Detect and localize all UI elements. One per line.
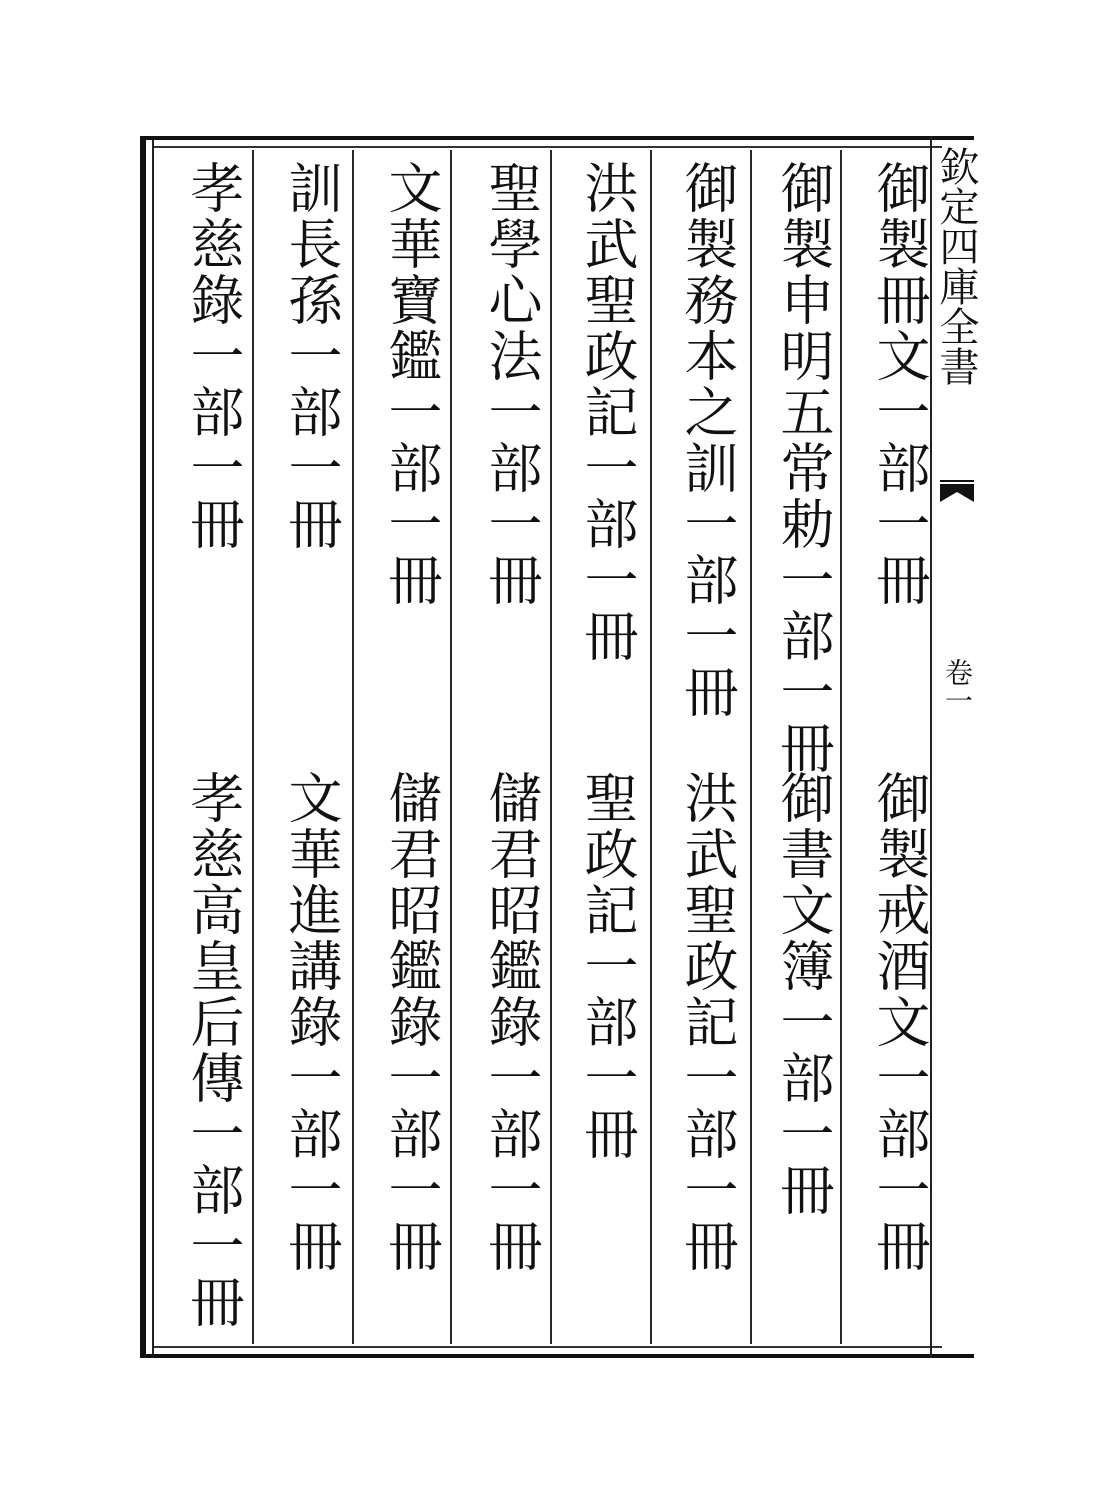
margin-volume [940, 658, 974, 714]
frame-top-inner-border [152, 146, 942, 148]
margin-book-title [933, 146, 979, 386]
entry-text: 洪武聖政記一部一冊 [676, 770, 739, 1274]
entry-text: 聖學心法一部一冊 [480, 160, 543, 608]
upper-entry [574, 160, 640, 664]
frame-left-border [140, 136, 146, 1358]
frame-top-border [140, 136, 974, 140]
entry-text: 洪武聖政記一部一冊 [576, 160, 639, 664]
lower-entry [866, 770, 932, 1274]
upper-entry [674, 160, 740, 720]
column-rule [550, 150, 552, 1344]
entry-text: 御製務本之訓一部一冊 [676, 160, 739, 720]
entry-text: 御書文簿一部一冊 [772, 770, 835, 1218]
lower-entry [378, 770, 444, 1274]
entry-text: 聖政記一部一冊 [576, 770, 639, 1162]
volume-text: 卷一 [941, 658, 974, 714]
lower-entry [770, 770, 836, 1218]
fish-tail-mark [940, 480, 974, 524]
column-rule [840, 150, 842, 1344]
upper-entry [378, 160, 444, 608]
lower-entry [574, 770, 640, 1162]
lower-entry [674, 770, 740, 1274]
upper-entry [180, 160, 246, 552]
column-rule [252, 150, 254, 1344]
entry-text: 文華進講錄一部一冊 [280, 770, 343, 1274]
upper-entry [478, 160, 544, 608]
book-title-text: 欽定四庫全書 [933, 146, 979, 386]
frame-bottom-inner-border [152, 1346, 942, 1348]
entry-text: 御製申明五常勅一部一冊 [772, 160, 835, 776]
column-rule [352, 150, 354, 1344]
column-rule [650, 150, 652, 1344]
entry-text: 孝慈高皇后傳一部一冊 [182, 770, 245, 1330]
entry-text: 訓長孫一部一冊 [280, 160, 343, 552]
page-frame [140, 136, 979, 1358]
upper-entry [278, 160, 344, 552]
entry-text: 孝慈錄一部一冊 [182, 160, 245, 552]
frame-left-inner-border [152, 140, 154, 1354]
upper-entry [770, 160, 836, 776]
entry-text: 儲君昭鑑錄一部一冊 [480, 770, 543, 1274]
column-rule [450, 150, 452, 1344]
upper-entry [866, 160, 932, 608]
entry-text: 御製戒酒文一部一冊 [868, 770, 931, 1274]
frame-bottom-border [140, 1354, 974, 1358]
lower-entry [180, 770, 246, 1330]
entry-text: 儲君昭鑑錄一部一冊 [380, 770, 443, 1274]
entry-text: 御製冊文一部一冊 [868, 160, 931, 608]
lower-entry [478, 770, 544, 1274]
entry-text: 文華寶鑑一部一冊 [380, 160, 443, 608]
column-rule [750, 150, 752, 1344]
lower-entry [278, 770, 344, 1274]
